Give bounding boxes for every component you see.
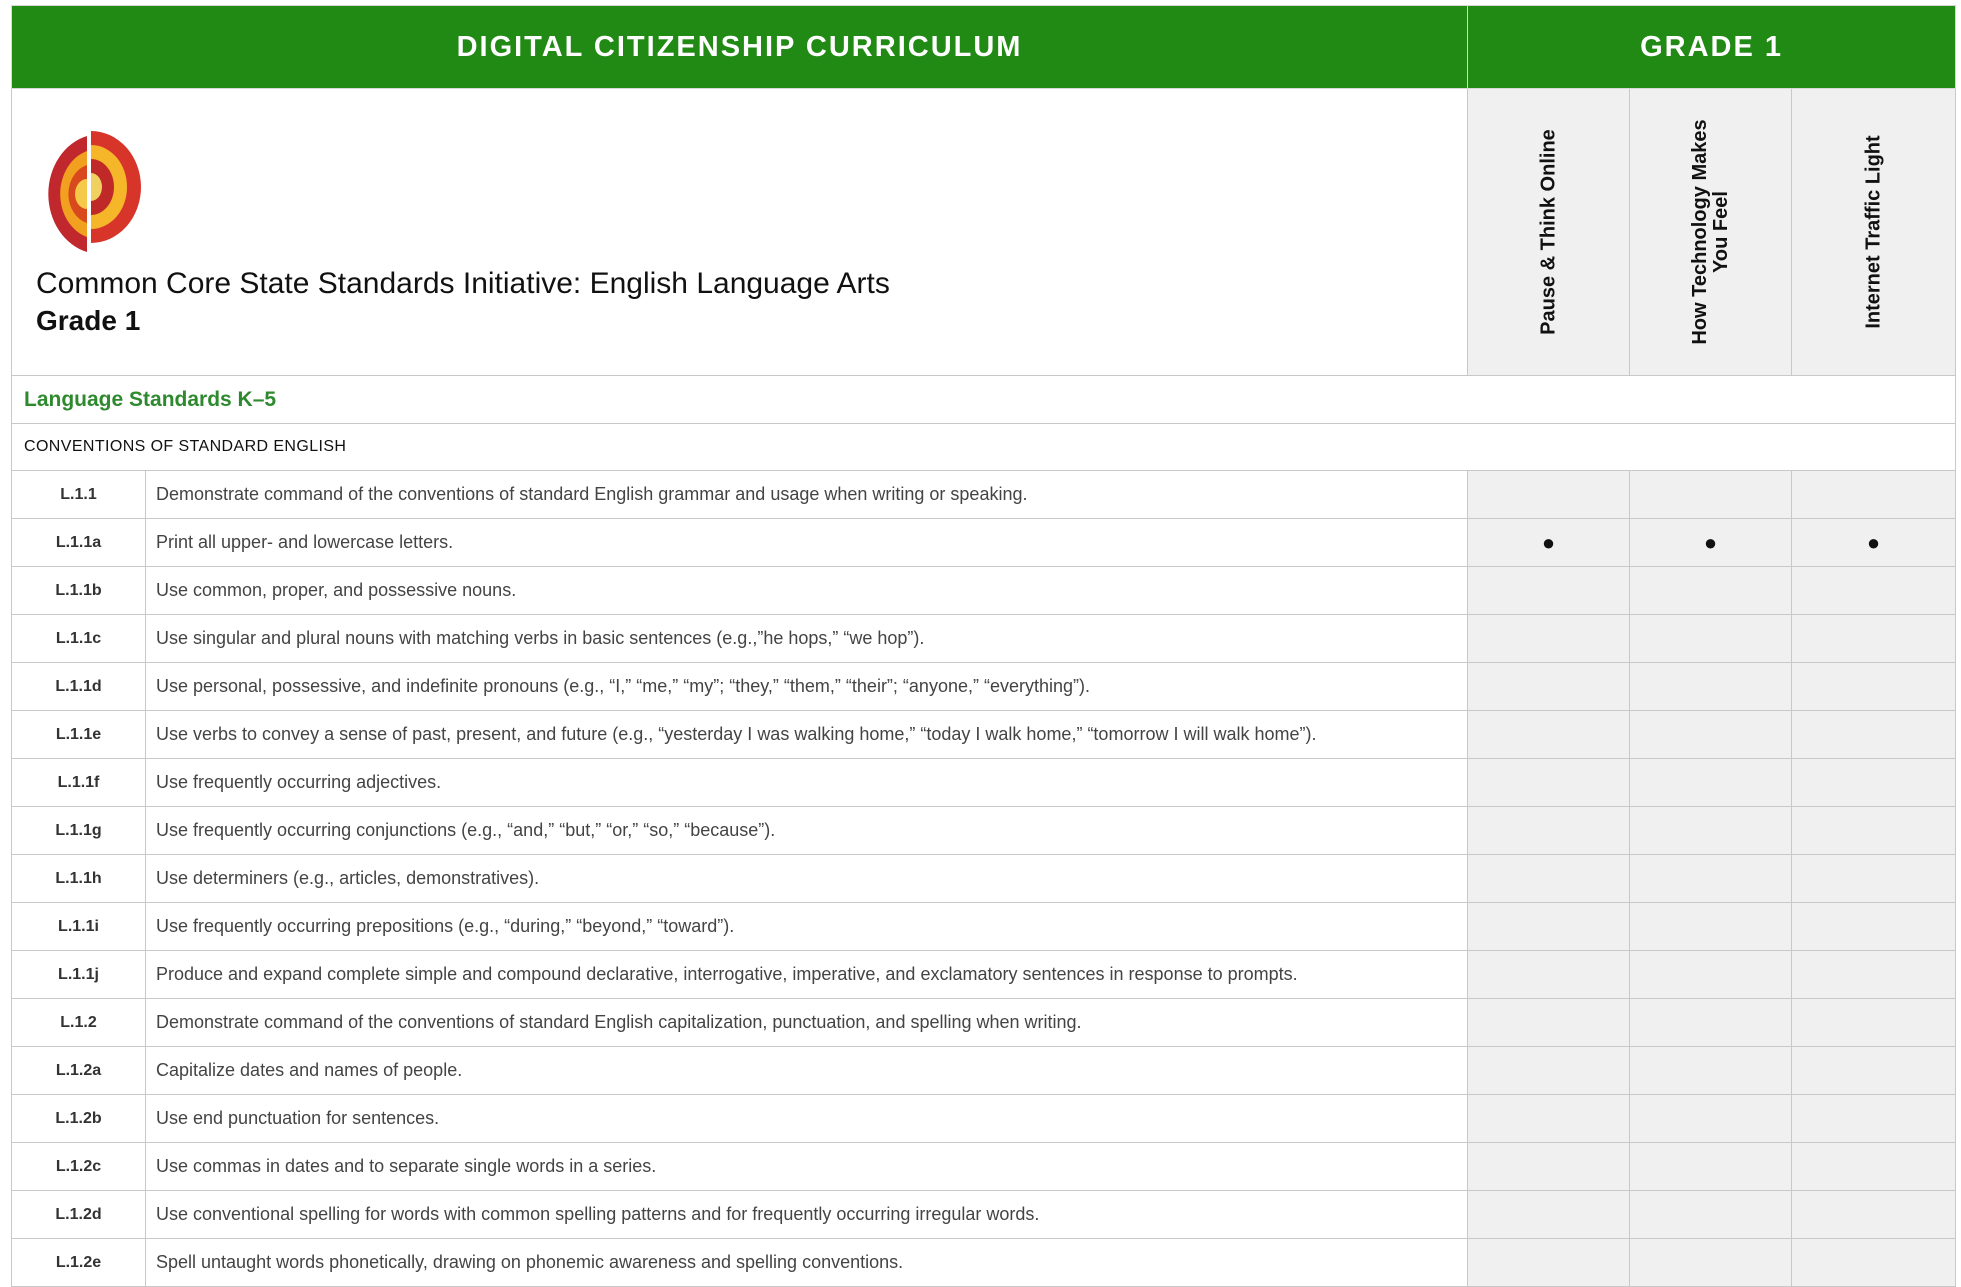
lesson-2-cell	[1630, 951, 1792, 999]
table-row	[12, 519, 1956, 567]
lesson-1-cell	[1468, 903, 1630, 951]
subsection-heading: CONVENTIONS OF STANDARD ENGLISH	[12, 424, 1956, 471]
lesson-3-cell	[1792, 999, 1956, 1047]
standard-code: L.1.2b	[12, 1095, 146, 1143]
lesson-1-cell	[1468, 519, 1630, 567]
title-row	[12, 89, 1956, 376]
lesson-2-cell	[1630, 999, 1792, 1047]
standard-description: Use common, proper, and possessive nouns.	[146, 567, 1468, 615]
header-row	[12, 6, 1956, 89]
standard-code: L.1.1e	[12, 711, 146, 759]
lesson-header-3	[1792, 89, 1956, 376]
standard-code: L.1.2a	[12, 1047, 146, 1095]
lesson-3-cell	[1792, 471, 1956, 519]
lesson-1-cell	[1468, 615, 1630, 663]
standard-description: Print all upper- and lowercase letters.	[146, 519, 1468, 567]
lesson-1-cell	[1468, 1191, 1630, 1239]
document-title: Common Core State Standards Initiative: English Language Arts	[36, 267, 890, 300]
lesson-label: Internet Traffic Light	[1862, 135, 1885, 329]
table-row	[12, 951, 1956, 999]
table-row	[12, 1239, 1956, 1287]
table-row	[12, 1095, 1956, 1143]
lesson-1-cell	[1468, 951, 1630, 999]
table-row	[12, 1143, 1956, 1191]
lesson-3-cell	[1792, 807, 1956, 855]
lesson-3-cell	[1792, 519, 1956, 567]
lesson-1-cell	[1468, 471, 1630, 519]
standard-code: L.1.1j	[12, 951, 146, 999]
title-block	[12, 89, 1468, 376]
lesson-2-cell	[1630, 663, 1792, 711]
lesson-3-cell	[1792, 1047, 1956, 1095]
lesson-2-cell	[1630, 711, 1792, 759]
section-row	[12, 376, 1956, 424]
lesson-header-2	[1630, 89, 1792, 376]
table-row	[12, 567, 1956, 615]
table-row	[12, 759, 1956, 807]
lesson-1-cell	[1468, 1239, 1630, 1287]
lesson-3-cell	[1792, 951, 1956, 999]
standard-code: L.1.1c	[12, 615, 146, 663]
table-row	[12, 615, 1956, 663]
lesson-1-cell	[1468, 807, 1630, 855]
lesson-1-cell	[1468, 711, 1630, 759]
lesson-1-cell	[1468, 855, 1630, 903]
lesson-3-cell	[1792, 759, 1956, 807]
standard-code: L.1.1h	[12, 855, 146, 903]
standard-code: L.1.1f	[12, 759, 146, 807]
lesson-3-cell	[1792, 663, 1956, 711]
table-row	[12, 999, 1956, 1047]
table-row	[12, 1047, 1956, 1095]
lesson-2-cell	[1630, 1047, 1792, 1095]
lesson-2-cell	[1630, 615, 1792, 663]
lesson-1-cell	[1468, 567, 1630, 615]
standard-description: Use commas in dates and to separate single words in a series.	[146, 1143, 1468, 1191]
standard-description: Capitalize dates and names of people.	[146, 1047, 1468, 1095]
lesson-1-cell	[1468, 663, 1630, 711]
bullet-mark-icon: ●	[1703, 529, 1718, 555]
bullet-mark-icon: ●	[1541, 529, 1556, 555]
standard-description: Spell untaught words phonetically, drawing on phonemic awareness and spelling conventions.	[146, 1239, 1468, 1287]
table-row	[12, 855, 1956, 903]
standard-description: Use frequently occurring prepositions (e.g., “during,” “beyond,” “toward”).	[146, 903, 1468, 951]
standard-description: Use personal, possessive, and indefinite pronouns (e.g., “I,” “me,” “my”; “they,” “them,” “their”; “anyone,” “everything”).	[146, 663, 1468, 711]
standard-code: L.1.1b	[12, 567, 146, 615]
document-grade: Grade 1	[36, 305, 141, 336]
table-row	[12, 471, 1956, 519]
lesson-3-cell	[1792, 855, 1956, 903]
grade-label: GRADE 1	[1468, 6, 1956, 89]
lesson-2-cell	[1630, 807, 1792, 855]
standard-description: Demonstrate command of the conventions of standard English capitalization, punctuation, and spelling when writing.	[146, 999, 1468, 1047]
standard-code: L.1.2d	[12, 1191, 146, 1239]
section-heading: Language Standards K–5	[12, 376, 1956, 424]
standard-description: Use frequently occurring conjunctions (e.g., “and,” “but,” “or,” “so,” “because”).	[146, 807, 1468, 855]
lesson-2-cell	[1630, 1239, 1792, 1287]
lesson-3-cell	[1792, 1143, 1956, 1191]
lesson-3-cell	[1792, 567, 1956, 615]
standard-description: Demonstrate command of the conventions of standard English grammar and usage when writing or speaking.	[146, 471, 1468, 519]
lesson-3-cell	[1792, 711, 1956, 759]
standard-description: Use frequently occurring adjectives.	[146, 759, 1468, 807]
lesson-1-cell	[1468, 1143, 1630, 1191]
standard-code: L.1.1i	[12, 903, 146, 951]
lesson-3-cell	[1792, 1095, 1956, 1143]
curriculum-title: DIGITAL CITIZENSHIP CURRICULUM	[12, 6, 1468, 89]
table-row	[12, 807, 1956, 855]
standard-description: Use determiners (e.g., articles, demonstratives).	[146, 855, 1468, 903]
spiral-logo-icon	[35, 131, 143, 257]
lesson-1-cell	[1468, 1047, 1630, 1095]
standard-code: L.1.1d	[12, 663, 146, 711]
lesson-2-cell	[1630, 1191, 1792, 1239]
standard-code: L.1.2c	[12, 1143, 146, 1191]
lesson-2-cell	[1630, 1095, 1792, 1143]
lesson-header-1	[1468, 89, 1630, 376]
standard-description: Use conventional spelling for words with common spelling patterns and for frequently occurring irregular words.	[146, 1191, 1468, 1239]
standard-code: L.1.1g	[12, 807, 146, 855]
lesson-3-cell	[1792, 615, 1956, 663]
standard-code: L.1.1a	[12, 519, 146, 567]
standard-code: L.1.2e	[12, 1239, 146, 1287]
subsection-row	[12, 424, 1956, 471]
lesson-2-cell	[1630, 519, 1792, 567]
lesson-3-cell	[1792, 1239, 1956, 1287]
table-row	[12, 1191, 1956, 1239]
lesson-1-cell	[1468, 1095, 1630, 1143]
standard-code: L.1.2	[12, 999, 146, 1047]
lesson-label: How Technology Makes You Feel	[1688, 119, 1732, 345]
standards-sheet	[11, 5, 1955, 1287]
table-row	[12, 663, 1956, 711]
lesson-2-cell	[1630, 903, 1792, 951]
lesson-1-cell	[1468, 999, 1630, 1047]
lesson-label: Pause & Think Online	[1537, 129, 1560, 335]
standards-table	[11, 5, 1956, 1287]
bullet-mark-icon: ●	[1866, 529, 1881, 555]
lesson-2-cell	[1630, 759, 1792, 807]
standard-description: Use singular and plural nouns with matching verbs in basic sentences (e.g.,”he hops,” “we hop”).	[146, 615, 1468, 663]
standard-code: L.1.1	[12, 471, 146, 519]
table-row	[12, 903, 1956, 951]
table-row	[12, 711, 1956, 759]
lesson-1-cell	[1468, 759, 1630, 807]
standard-description: Use end punctuation for sentences.	[146, 1095, 1468, 1143]
standard-description: Use verbs to convey a sense of past, present, and future (e.g., “yesterday I was walking home,” “today I walk home,” “tomorrow I will walk home”).	[146, 711, 1468, 759]
lesson-2-cell	[1630, 855, 1792, 903]
lesson-3-cell	[1792, 1191, 1956, 1239]
standard-description: Produce and expand complete simple and compound declarative, interrogative, imperative, and exclamatory sentences in response to prompts.	[146, 951, 1468, 999]
lesson-2-cell	[1630, 471, 1792, 519]
lesson-2-cell	[1630, 567, 1792, 615]
lesson-2-cell	[1630, 1143, 1792, 1191]
lesson-3-cell	[1792, 903, 1956, 951]
